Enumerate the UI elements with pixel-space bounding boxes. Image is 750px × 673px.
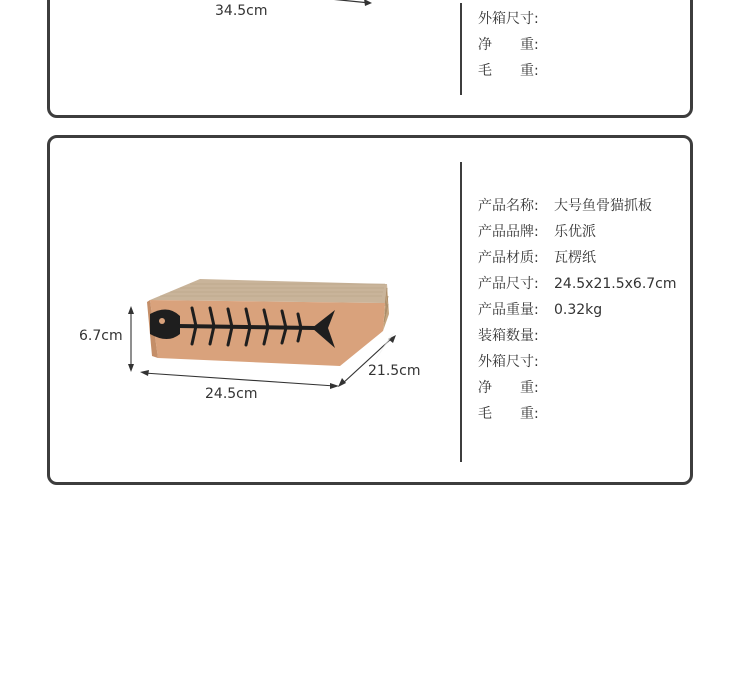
dimension-arrow — [50, 0, 450, 43]
dimension-width-label: 21.5cm — [368, 363, 421, 379]
spec-label: 外箱尺寸: — [478, 354, 539, 370]
spec-value: 24.5x21.5x6.7cm — [554, 276, 677, 292]
spec-list — [478, 193, 677, 427]
spec-row-name — [478, 193, 677, 219]
spec-value: 0.32kg — [554, 302, 603, 318]
spec-row-box-size — [478, 349, 677, 375]
spec-label: 产品尺寸: — [478, 276, 539, 292]
spec-row-gross-weight — [478, 401, 677, 427]
spec-row-weight — [478, 297, 677, 323]
spec-label: 毛 重: — [478, 406, 539, 422]
spec-row-box-quantity — [478, 323, 677, 349]
spec-list — [478, 6, 554, 84]
spec-row-brand — [478, 219, 677, 245]
product-image — [50, 138, 450, 482]
spec-value: 乐优派 — [554, 224, 596, 240]
spec-row — [478, 6, 554, 32]
spec-label: 产品重量: — [478, 302, 539, 318]
divider-line — [460, 3, 462, 95]
spec-row-size — [478, 271, 677, 297]
spec-card-main — [47, 135, 693, 485]
divider-line — [460, 162, 462, 462]
spec-row-net-weight — [478, 375, 677, 401]
spec-row — [478, 32, 554, 58]
dimension-length-label: 34.5cm — [215, 3, 268, 19]
spec-label: 装箱数量: — [478, 328, 539, 344]
cardboard-top-surface — [150, 279, 387, 303]
spec-label: 产品材质: — [478, 250, 539, 266]
spec-value: 大号鱼骨猫抓板 — [554, 198, 652, 214]
dimension-height-label: 6.7cm — [79, 328, 123, 344]
spec-row — [478, 58, 554, 84]
spec-card-top — [47, 0, 693, 118]
spec-row-material — [478, 245, 677, 271]
spec-label: 产品名称: — [478, 198, 539, 214]
dimension-length-label: 24.5cm — [205, 386, 258, 402]
spec-value: 瓦楞纸 — [554, 250, 596, 266]
spec-label: 净 重: — [478, 37, 539, 53]
spec-label: 产品品牌: — [478, 224, 539, 240]
spec-label: 毛 重: — [478, 63, 539, 79]
spec-label: 净 重: — [478, 380, 539, 396]
spec-label: 外箱尺寸: — [478, 11, 539, 27]
